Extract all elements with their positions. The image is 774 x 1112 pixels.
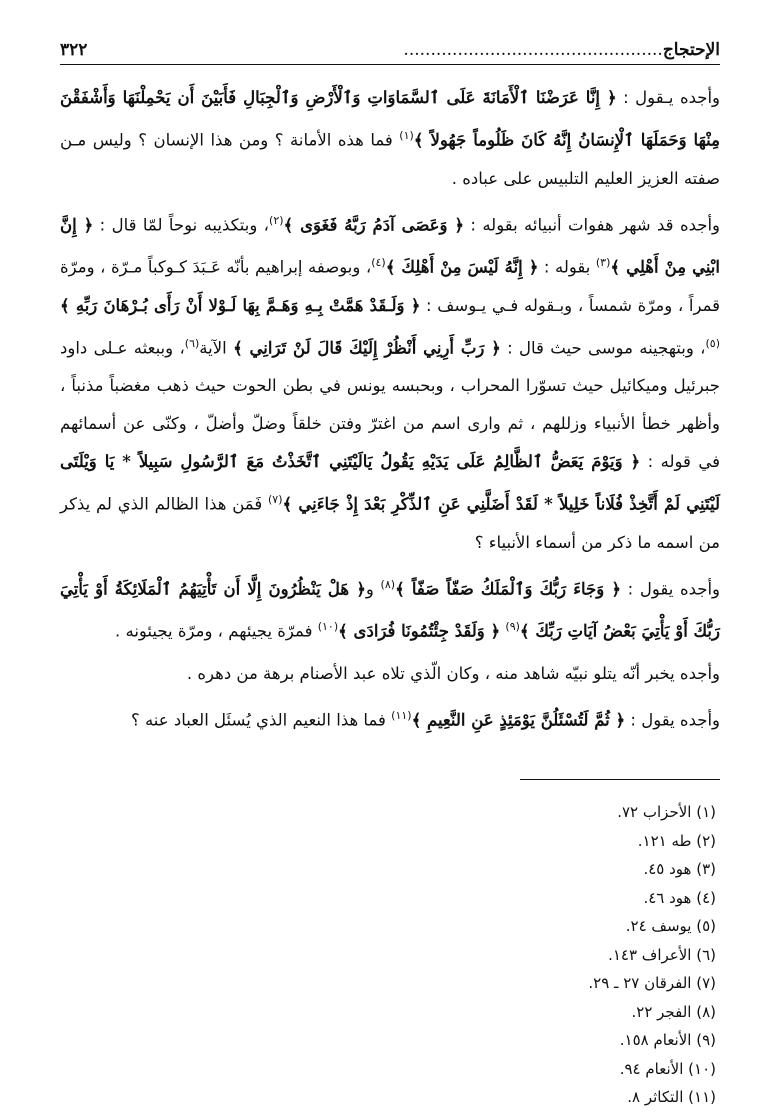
running-header (60, 40, 720, 65)
book-page (60, 40, 720, 1112)
footnote-item: (٦) الأعراف ١٤٣. (608, 945, 716, 964)
body-paragraph (60, 202, 720, 562)
footnote-ref: (٣) (595, 256, 611, 269)
footnote-item: (٢) طه ١٢١. (637, 831, 716, 850)
paragraph-text: ، وبتكذيبه نوحاً لمّا قال : (93, 215, 270, 234)
quran-verse: ﴿ رَبِّ أَرِنِي أَنْظُرْ إِلَيْكَ قَالَ لَنْ تَرَانِي ﴾ (233, 338, 501, 357)
paragraph-text: وأجده يخبر أنّه يتلو نبيّه شاهد منه ، وكان الّذي تلاه عبد الأصنام برهة من دهره . (186, 663, 720, 683)
paragraph-text: بقوله : (538, 257, 596, 277)
footnote-item: (٩) الأنعام ١٥٨. (619, 1031, 716, 1049)
quran-verse: ﴿ هَلْ يَنْظُرُونَ إِلَّا أَن تَأْتِيَهُمُ ٱلْمَلَائِكَةُ أَوْ يَأْتِيَ رَبُّكَ أَوْ يَأْتِيَ بَعْضُ آيَاتِ رَبِّكَ ﴾ (60, 579, 720, 641)
footnote-ref: (٥) (705, 336, 721, 350)
footnote-item: (١٠) الأنعام ٩٤. (619, 1059, 716, 1078)
body-paragraph (60, 697, 720, 740)
body-paragraph (60, 655, 720, 693)
paragraph-text: وأجده قد شهر هفوات أنبيائه بقوله : (464, 215, 720, 234)
paragraph-text: و (365, 579, 381, 598)
quran-verse: ﴿ وَلَـقَدْ هَمَّتْ بِـهِ وَهَـمَّ بِهَا لَـوْلا أَنْ رَأَى بُـرْهَانَ رَبِّهِ ﴾ (60, 295, 421, 315)
footnote-item: (٨) الفجر ٢٢. (631, 1002, 716, 1021)
footnote-separator (520, 779, 720, 780)
footnote-item: (١١) التكاثر ٨. (627, 1088, 716, 1106)
footnote-ref: (٩) (505, 620, 520, 633)
body-paragraph (60, 566, 720, 651)
paragraph-text: فما هذا النعيم الذي يُسئَل العباد عنه ؟ (130, 710, 392, 729)
paragraph-text: فَمَن هذا الظالم الذي لم يذكر من اسمه ما ذكر من أسماء الأنبياء ؟ (60, 494, 720, 552)
quran-verse: ﴿ ثُمَّ لَتُسْئَلُنَّ يَوْمَئِذٍ عَنِ النَّعِيمِ ﴾ (411, 710, 626, 729)
quran-verse: ﴿ إِنَّا عَرَضْنَا ٱلْأَمَانَةَ عَلَى ٱلسَّمَاوَاتِ وَٱلْأَرْضِ وَٱلْجِبَالِ فَأَبَيْنَ أَن يَحْمِلْنَهَا وَأَشْفَقْنَ مِنْهَا وَحَمَلَهَا ٱلْإِنسَانُ إِنَّهُ كَانَ ظَلُوماً جَهُولاً ﴾ (60, 88, 720, 150)
footnote-item: (١) الأحزاب ٧٢. (617, 803, 716, 821)
paragraph-text: ، وبوصفه إبراهيم بأنّه عَـبَدَ كـوكباً مـرّة ، ومرّة قمراً ، ومرّة شمساً ، وبـقوله فـي يـوسف : (60, 257, 720, 315)
footnote-item: (٧) الفرقان ٢٧ ـ ٢٩. (588, 974, 716, 992)
paragraph-text: وأجده يـقول : (616, 88, 721, 107)
paragraph-text: وأجده يقول : (621, 579, 721, 598)
footnote-ref: (٧) (267, 493, 283, 506)
quran-verse: ﴿ وَيَوْمَ يَعَضُّ ٱلظَّالِمُ عَلَى يَدَيْهِ يَقُولُ يَالَيْتَنِي ٱتَّخَذْتُ مَعَ ٱلرَّسُولِ سَبِيلاً * يَا وَيْلَتَى لَيْتَنِي لَمْ أَتَّخِذْ فُلَاناً خَلِيلاً * لَقَدْ أَضَلَّنِي عَنِ ٱلذِّكْرِ بَعْدَ إِذْ جَاءَنِي ﴾ (60, 452, 721, 514)
footnote-ref: (٢) (269, 213, 284, 227)
footnote-ref: (٦) (184, 336, 200, 350)
footnote-ref: (٤) (371, 256, 386, 269)
footnote-ref: (١) (399, 129, 414, 142)
footnote-item: (٥) يوسف ٢٤. (625, 917, 716, 935)
page-number: ٣٢٢ (60, 40, 88, 60)
paragraph-text: وأجده يقول : (625, 710, 720, 729)
footnote-item: (٤) هود ٤٦. (643, 888, 716, 907)
quran-verse: ﴿ وَلَقَدْ جِئْتُمُونَا فُرَادَى ﴾ (338, 621, 501, 641)
body-paragraph (60, 79, 720, 198)
footnote-ref: (٨) (380, 577, 396, 591)
paragraph-text: ، وببعثه عـلى داود جبرئيل وميكائيل حيث تسوّرا المحراب ، وبحبسه يونس في بطن الحوت حيث ذهب مغضباً مذنباً ، وأظهر خطأ الأنبياء وزللهم ، ثم وارى اسم من اغترّ وفتن خلقاً وضلّ وأضلّ ، وكنّى عن أسمائهم في قوله : (60, 338, 720, 471)
footnote-ref: (١١) (391, 708, 412, 722)
running-title: الإحتجاج ..... (403, 40, 720, 60)
quran-verse: ﴿ إِنَّ ابْنِي مِنْ أَهْلِي ﴾ (60, 215, 720, 277)
paragraph-text: فما هذه الأمانة ؟ ومن هذا الإنسان ؟ وليس مـن صفته العزيز العليم التلبيس على عباده . (60, 130, 720, 188)
quran-verse: ﴿ وَجَاءَ رَبُّكَ وَٱلْمَلَكُ صَفّاً صَفّاً ﴾ (395, 579, 622, 598)
footnotes-list (60, 798, 720, 1112)
quran-verse: ﴿ إِنَّهُ لَيْسَ مِنْ أَهْلِكَ ﴾ (385, 257, 539, 277)
paragraph-text: الآية (199, 338, 234, 357)
paragraph-text: فمرّة يجيئهم ، ومرّة يجيئونه . (114, 621, 318, 641)
quran-verse: ﴿ وَعَصَى آدَمُ رَبَّهُ فَغَوَى ﴾ (283, 215, 464, 234)
paragraph-text: ، وبتهجينه موسى حيث قال : (500, 338, 706, 357)
footnote-item: (٣) هود ٤٥. (643, 860, 716, 878)
body-text (60, 79, 720, 739)
footnote-ref: (١٠) (317, 620, 339, 633)
